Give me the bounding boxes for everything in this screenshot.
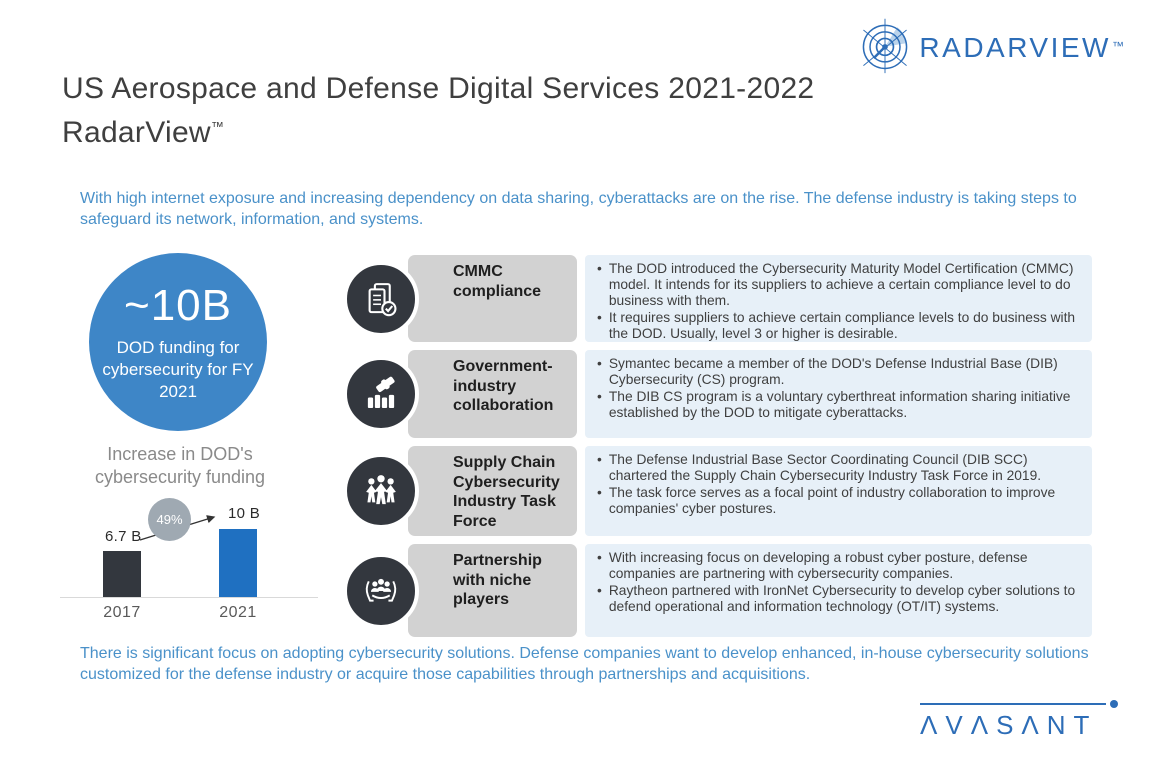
outro-text: There is significant focus on adopting cybersecurity solutions. Defense companies want to develop enhanced, in-house cybersecurity solutions customized for the defense industry or acquire those capabilities through partnerships and acquisitions.	[80, 645, 1089, 683]
avasant-logo-dot	[1110, 700, 1118, 708]
page-title-line1: US Aerospace and Defense Digital Services 2021-2022	[62, 72, 815, 105]
feature-bullets	[585, 544, 1092, 637]
bullet-item: • It requires suppliers to achieve certain compliance levels to do business with the DOD. Usually, level 3 or higher is desirable.	[593, 310, 1080, 342]
radarview-logo-text: RADARVIEW	[919, 31, 1111, 63]
feature-label: Partnership with niche players	[408, 544, 577, 637]
feature-row-cmmc	[343, 255, 1092, 342]
bullet-item: • Symantec became a member of the DOD's Defense Industrial Base (DIB) Cybersecurity (CS) program.	[593, 356, 1080, 388]
feature-bullets	[585, 446, 1092, 536]
feature-label: Supply Chain Cybersecurity Industry Task Force	[408, 446, 577, 536]
feature-bullets	[585, 255, 1092, 342]
radarview-logo	[855, 14, 1124, 81]
feature-row-collaboration	[343, 350, 1092, 438]
feature-label: CMMC compliance	[408, 255, 577, 342]
page-title-line2: RadarView™	[62, 116, 225, 149]
stat-label: DOD funding for cybersecurity for FY 2021	[102, 338, 254, 401]
intro-text: With high internet exposure and increasing dependency on data sharing, cyberattacks are on the rise. The defense industry is taking steps to safeguard its network, information, and systems.	[80, 190, 1077, 228]
handshake-chart-icon	[343, 356, 419, 432]
hands-holding-people-icon	[343, 553, 419, 629]
feature-bullets	[585, 350, 1092, 438]
page-title	[62, 70, 814, 152]
stat-circle	[89, 253, 267, 431]
axis-label-2017: 2017	[103, 604, 141, 621]
funding-chart	[60, 500, 318, 625]
feature-row-partnership	[343, 544, 1092, 637]
bar-value-2021: 10 B	[228, 505, 261, 522]
avasant-logo-line	[920, 703, 1106, 705]
bullet-item: • With increasing focus on developing a robust cyber posture, defense companies are partnering with cybersecurity companies.	[593, 550, 1080, 582]
increase-percent-badge: 49%	[148, 498, 191, 541]
feature-label: Government-industry collaboration	[408, 350, 577, 438]
bullet-item: • The Defense Industrial Base Sector Coordinating Council (DIB SCC) chartered the Supply Chain Cybersecurity Industry Task Force in 2019.	[593, 452, 1080, 484]
axis-label-2021: 2021	[219, 604, 257, 621]
bullet-item: • The DOD introduced the Cybersecurity Maturity Model Certification (CMMC) model. It intends for its suppliers to achieve a certain compliance level to do business with them.	[593, 261, 1080, 309]
radar-icon	[855, 14, 915, 81]
chart-title: Increase in DOD's cybersecurity funding	[94, 444, 266, 487]
radarview-logo-tm: ™	[1112, 38, 1124, 53]
document-check-icon	[343, 261, 419, 337]
title-tm: ™	[210, 119, 225, 134]
bar-value-2017: 6.7 B	[105, 528, 142, 545]
people-group-icon	[343, 453, 419, 529]
feature-rows	[343, 255, 1092, 637]
stat-value: ~10B	[124, 281, 232, 330]
bullet-item: • Raytheon partnered with IronNet Cybersecurity to develop cyber solutions to defend operational and information technology (OT/IT) systems.	[593, 583, 1080, 615]
bullet-item: • The DIB CS program is a voluntary cyberthreat information sharing initiative established by the DOD to mitigate cyberattacks.	[593, 389, 1080, 421]
avasant-logo-text: ΛVΛSΛNT	[920, 710, 1098, 740]
avasant-logo	[920, 703, 1120, 741]
bullet-item: • The task force serves as a focal point of industry collaboration to improve companies' cyber postures.	[593, 485, 1080, 517]
feature-row-task-force	[343, 446, 1092, 536]
